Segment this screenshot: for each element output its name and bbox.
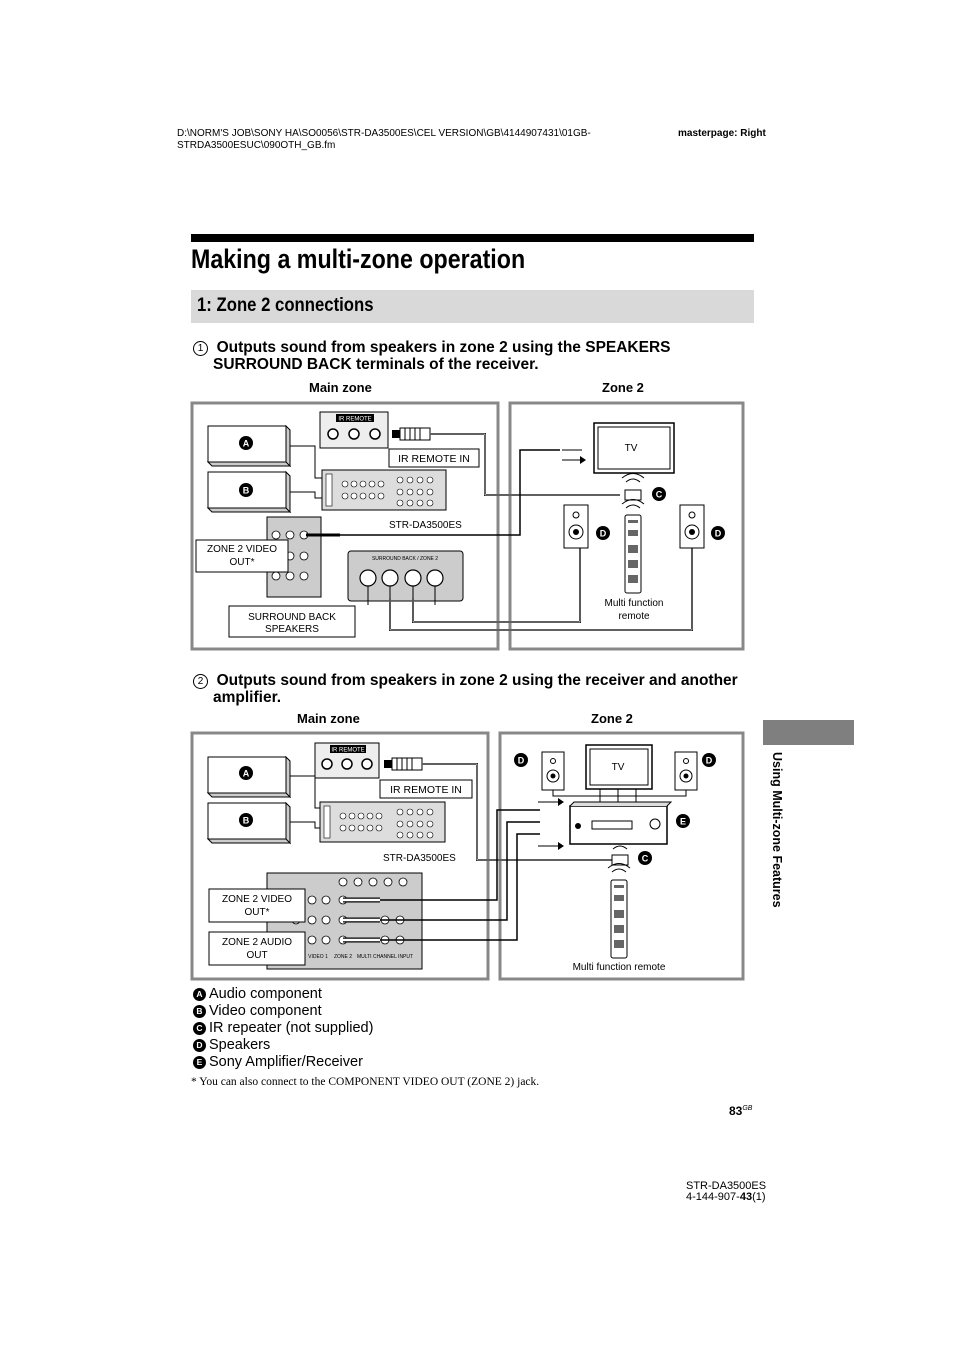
diagram2 — [190, 730, 746, 982]
surround-back-panel-label: SURROUND BACK / ZONE 2 — [371, 556, 439, 562]
ir-remote-in-label-1: IR REMOTE IN — [398, 453, 470, 465]
panel-label-zone2: ZONE 2 — [333, 954, 353, 960]
badge-d-1: D — [599, 528, 607, 539]
file-path-line2: STRDA3500ESUC\090OTH_GB.fm — [177, 140, 336, 151]
footer-part-number — [686, 1192, 766, 1203]
legend-badge-c: C — [193, 1022, 206, 1035]
masterpage-label: masterpage: Right — [678, 128, 766, 139]
badge-d-3: D — [517, 755, 525, 766]
ir-remote-in-label-2: IR REMOTE IN — [390, 784, 462, 796]
step2-heading — [193, 672, 738, 706]
badge-a-1: A — [242, 438, 250, 449]
tv-label-1: TV — [624, 443, 638, 454]
footer-code — [686, 1181, 766, 1203]
receiver-label-2: STR-DA3500ES — [383, 853, 456, 864]
legend-text-e: Sony Amplifier/Receiver — [209, 1054, 363, 1070]
surround-back-label-2: SPEAKERS — [265, 624, 319, 635]
remote-label-1a: Multi function — [604, 598, 664, 609]
legend-text-c: IR repeater (not supplied) — [209, 1020, 374, 1036]
legend-text-a: Audio component — [209, 986, 322, 1002]
legend-badge-b: B — [193, 1005, 206, 1018]
step2-line1: Outputs sound from speakers in zone 2 using the receiver and another — [216, 672, 738, 689]
step1-heading — [193, 339, 671, 373]
diagram1-main-zone-label: Main zone — [309, 380, 372, 395]
step1-line2: SURROUND BACK terminals of the receiver. — [213, 356, 539, 373]
legend-item — [193, 1003, 373, 1020]
footer-code-prefix: 4-144-907- — [686, 1191, 740, 1203]
remote-label-2: Multi function remote — [572, 962, 666, 973]
zone2-audio-out-label-1: ZONE 2 AUDIO — [221, 937, 293, 948]
step1-number: 1 — [193, 341, 208, 356]
footnote: * You can also connect to the COMPONENT VIDEO OUT (ZONE 2) jack. — [191, 1076, 540, 1088]
zone2-video-out-label-1b: OUT* — [229, 557, 255, 568]
badge-b-1: B — [242, 485, 250, 496]
receiver-label-1: STR-DA3500ES — [389, 520, 462, 531]
section-heading-bar — [191, 290, 754, 323]
footer-code-suffix: (1) — [752, 1191, 766, 1203]
panel-label-video1: VIDEO 1 — [308, 954, 328, 960]
legend-item — [193, 1054, 373, 1071]
legend-badge-a: A — [193, 988, 206, 1001]
diagram1 — [190, 400, 746, 652]
badge-b-2: B — [242, 815, 250, 826]
diagram2-main-zone-label: Main zone — [297, 711, 360, 726]
legend-text-b: Video component — [209, 1003, 322, 1019]
panel-label-multi: MULTI CHANNEL INPUT — [356, 954, 414, 960]
side-tab-label — [770, 752, 786, 932]
badge-d-2: D — [714, 528, 722, 539]
step1-line1: Outputs sound from speakers in zone 2 using the SPEAKERS — [216, 339, 671, 356]
zone2-audio-out-label-2: OUT — [246, 950, 268, 961]
badge-c-1: C — [655, 489, 663, 500]
file-path-line1: D:\NORM'S JOB\SONY HA\SO0056\STR-DA3500ES\CEL VERSION\GB\4144907431\01GB- — [177, 128, 591, 139]
file-path — [177, 128, 591, 152]
legend — [193, 986, 373, 1071]
surround-back-label-1: SURROUND BACK — [248, 612, 336, 623]
badge-a-2: A — [242, 768, 250, 779]
zone2-video-out-label-2: ZONE 2 VIDEO — [221, 894, 293, 905]
page-title: Making a multi-zone operation — [191, 244, 526, 274]
section-tab — [763, 720, 854, 745]
footer-model: STR-DA3500ES — [686, 1180, 767, 1192]
diagram1-zone2-label: Zone 2 — [602, 380, 644, 395]
page-number-value: 83 — [729, 1104, 743, 1118]
step2-line2: amplifier. — [213, 689, 282, 706]
page-number-suffix: GB — [742, 1105, 753, 1112]
step2-number: 2 — [193, 674, 208, 689]
legend-badge-d: D — [193, 1039, 206, 1052]
title-rule — [191, 234, 754, 242]
badge-c-2: C — [641, 853, 649, 864]
badge-e: E — [679, 816, 687, 827]
legend-item — [193, 1037, 373, 1054]
footer-code-bold: 43 — [739, 1191, 753, 1203]
badge-d-4: D — [705, 755, 713, 766]
legend-text-d: Speakers — [209, 1037, 271, 1053]
legend-item — [193, 986, 373, 1003]
side-tab-text: Using Multi-zone Features — [770, 752, 784, 908]
page-number — [729, 1104, 752, 1118]
section-heading: 1: Zone 2 connections — [197, 295, 374, 316]
tv-label-2: TV — [611, 762, 625, 773]
ir-remote-label-2: IR REMOTE — [331, 747, 365, 754]
legend-item — [193, 1020, 373, 1037]
zone2-video-out-label-1: ZONE 2 VIDEO — [206, 544, 278, 555]
zone2-video-out-label-2b: OUT* — [244, 907, 270, 918]
legend-badge-e: E — [193, 1056, 206, 1069]
diagram2-zone2-label: Zone 2 — [591, 711, 633, 726]
ir-remote-label-1: IR REMOTE — [338, 416, 372, 423]
remote-label-1b: remote — [618, 611, 650, 622]
